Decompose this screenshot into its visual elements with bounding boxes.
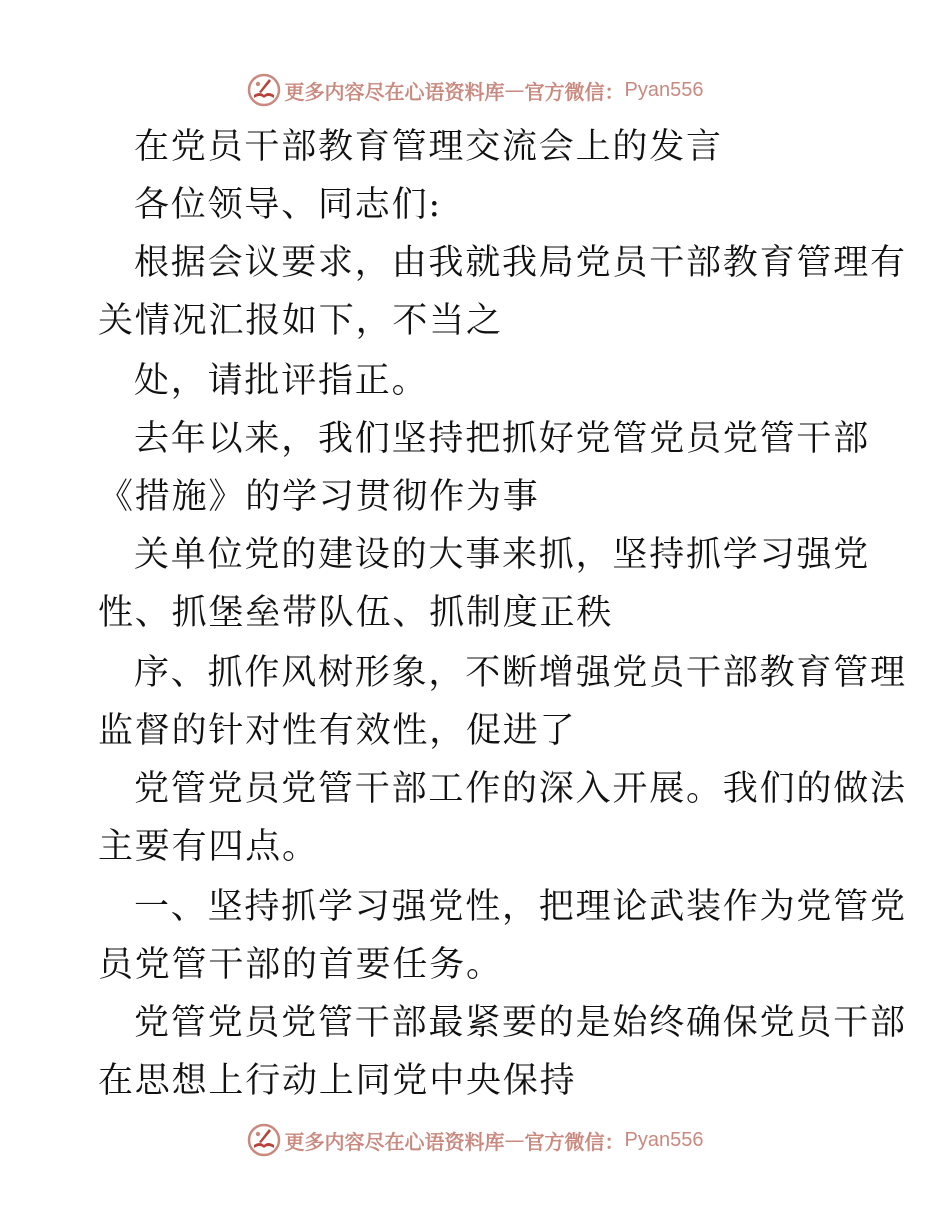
watermark-official-label: 官方微信： [524,1129,625,1154]
paragraph-line: 主要有四点。 [98,827,319,867]
paragraph-line: 监督的针对性有效性，促进了 [98,711,577,751]
watermark-main-text: 更多内容尽在心语资料库 [284,79,505,104]
section-heading-continued: 员党管干部的首要任务。 [98,945,503,985]
watermark-official-label: 官方微信： [524,79,625,104]
paragraph-line: 关单位党的建设的大事来抓，坚持抓学习强党 [134,535,871,575]
watermark-separator: — [504,78,525,102]
document-title: 在党员干部教育管理交流会上的发言 [134,127,723,167]
paragraph-line: 在思想上行动上同党中央保持 [98,1061,577,1101]
watermark-main-text: 更多内容尽在心语资料库 [284,1129,505,1154]
paragraph-line: 党管党员党管干部最紧要的是始终确保党员干部 [134,1003,907,1043]
salutation: 各位领导、同志们: [134,185,442,225]
watermark-wechat-id: Pyan556 [624,1128,704,1151]
watermark-wechat-id: Pyan556 [624,78,704,101]
paragraph-line: 性、抓堡垒带队伍、抓制度正秩 [98,593,614,633]
paragraph-line: 处，请批评指正。 [134,361,429,401]
watermark-separator: — [504,1128,525,1152]
paragraph-line: 序、抓作风树形象，不断增强党员干部教育管理 [134,653,907,693]
book-quill-logo-icon [247,1123,281,1157]
paragraph-line: 《措施》的学习贯彻作为事 [98,477,540,517]
paragraph-line: 去年以来，我们坚持把抓好党管党员党管干部 [134,419,871,459]
watermark-row [247,1123,704,1157]
footer-watermark [0,1120,950,1160]
paragraph-line: 党管党员党管干部工作的深入开展。我们的做法 [134,769,907,809]
paragraph-line: 根据会议要求，由我就我局党员干部教育管理有 [134,243,907,283]
paragraph-line: 关情况汇报如下，不当之 [98,301,503,341]
section-heading: 一、坚持抓学习强党性，把理论武装作为党管党 [134,887,907,927]
